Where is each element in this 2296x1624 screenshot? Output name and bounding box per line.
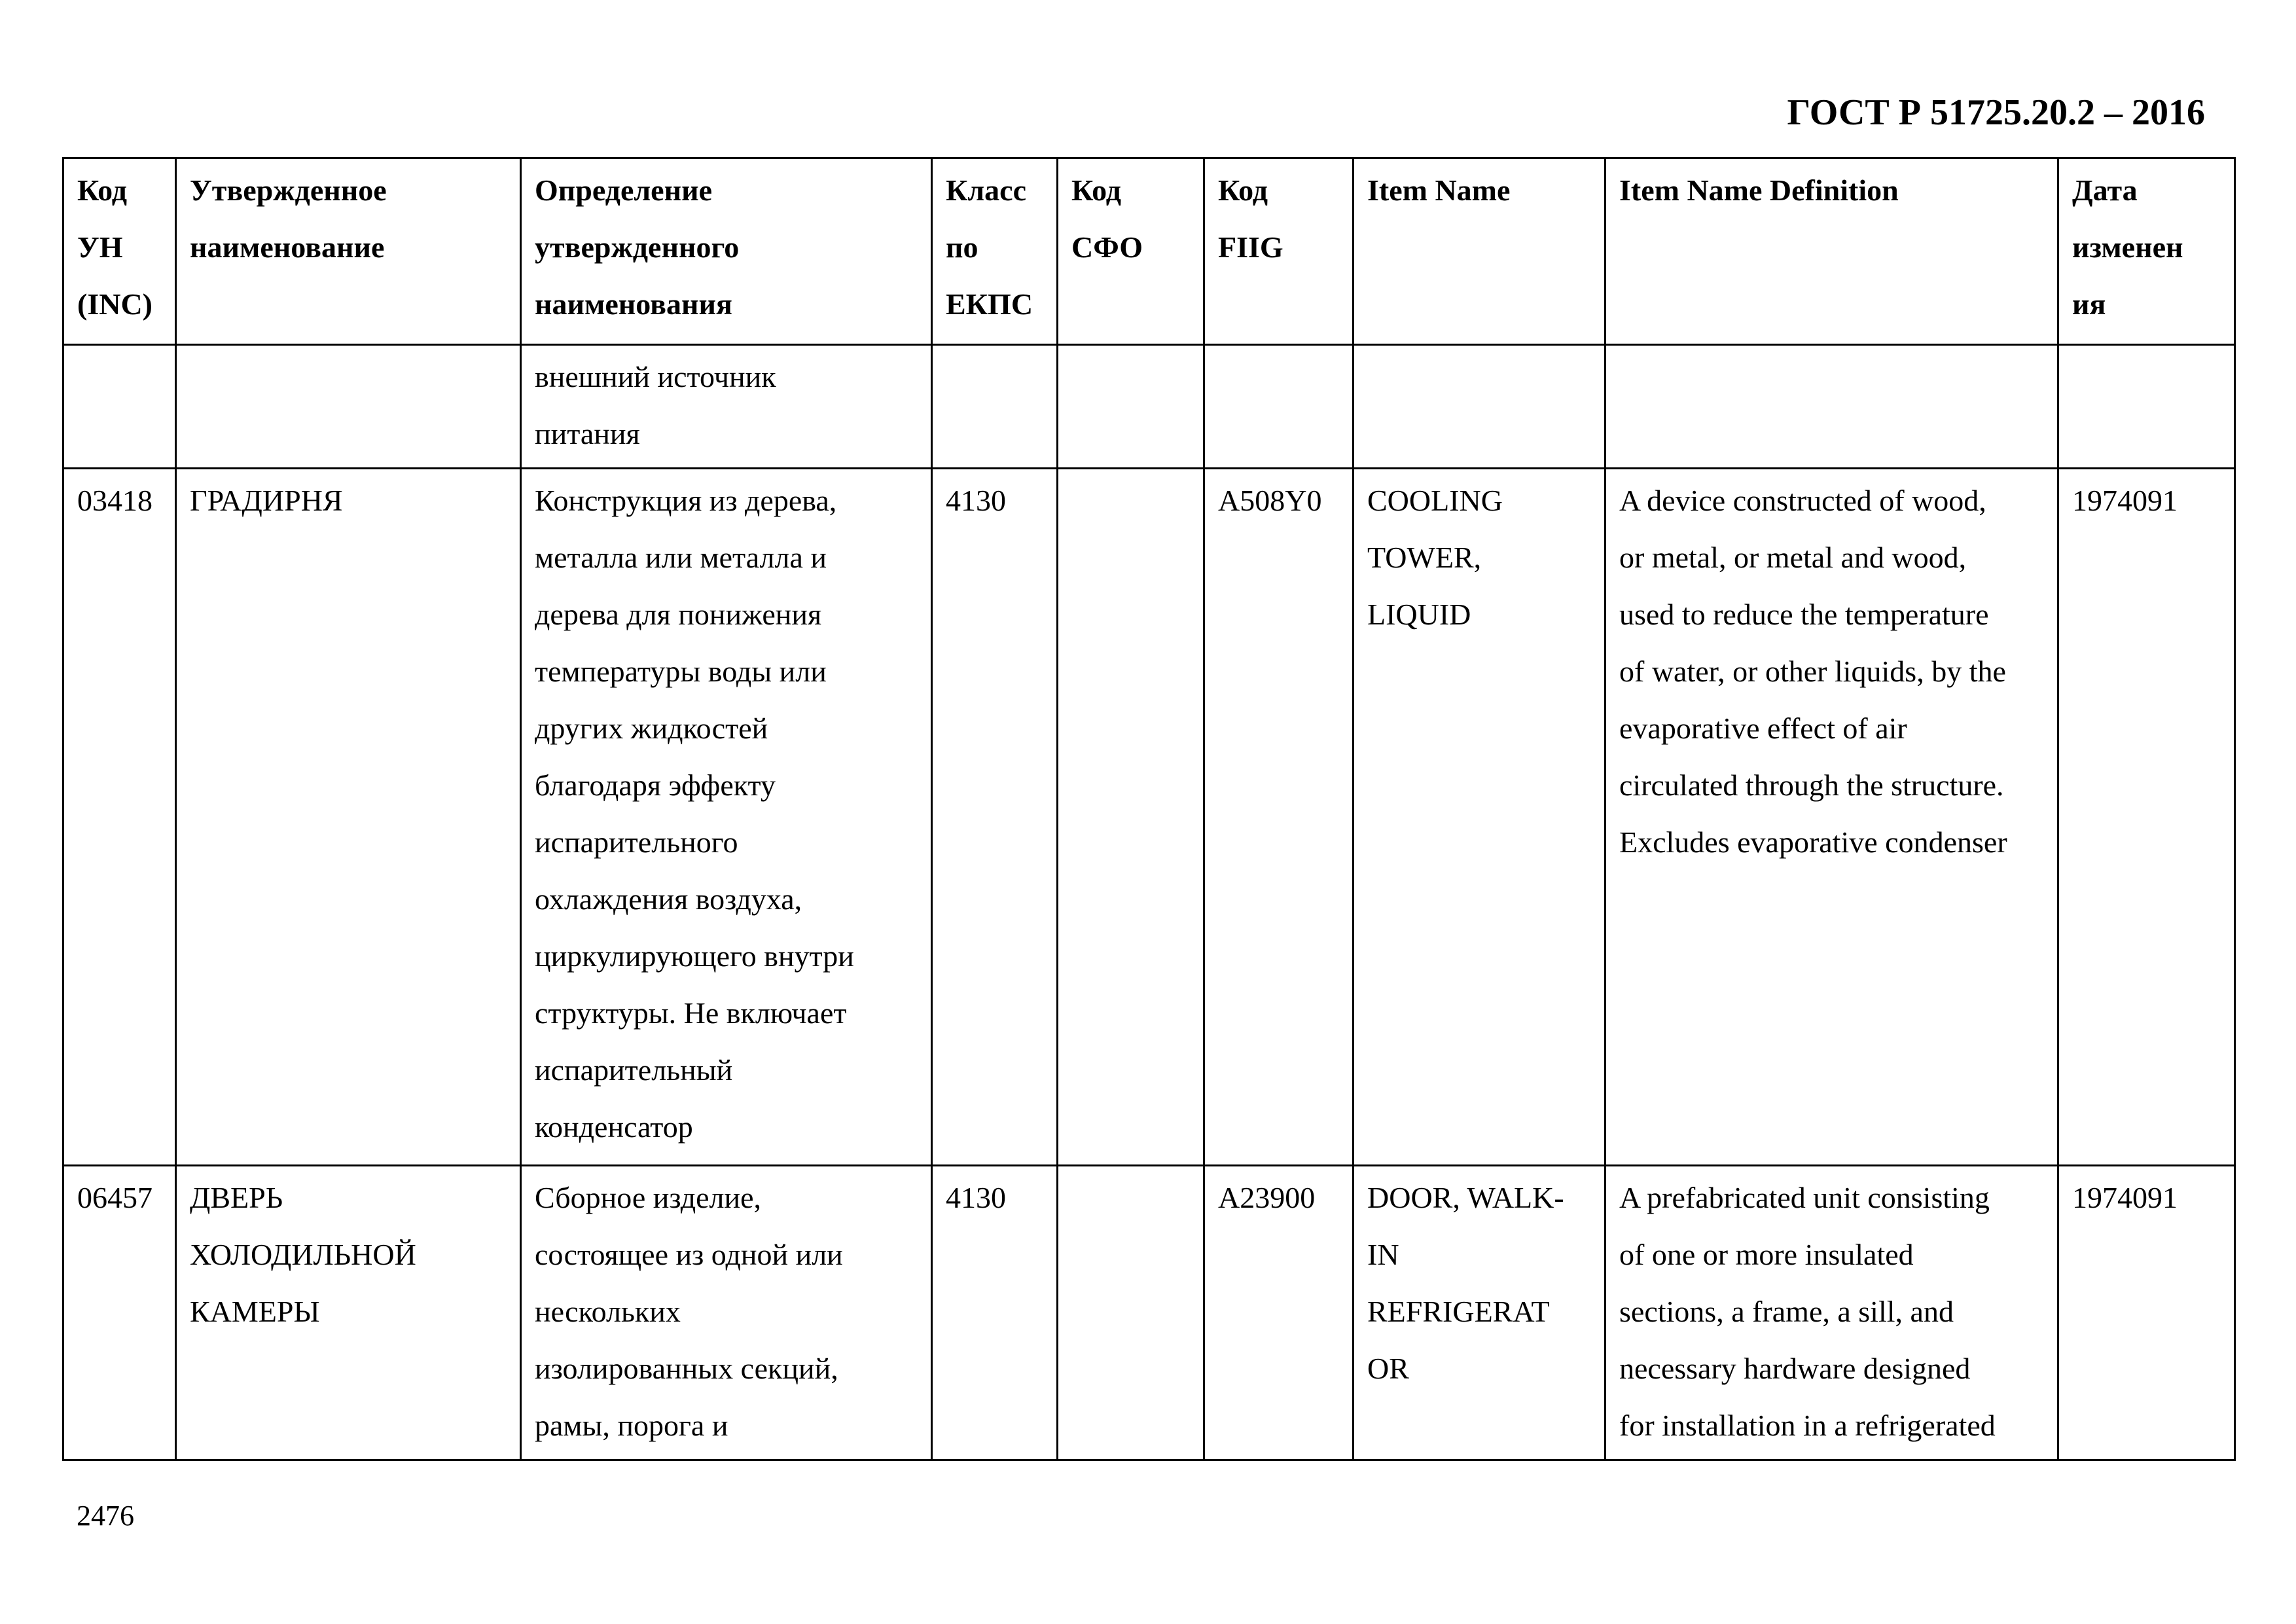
cell-name-definition: Конструкция из дерева, металла или металла и дерева для понижения температуры воды или других жидкостей благодаря эффекту испарительного охлаждения воздуха, циркулирующего внутри структуры. Не включает испарительный конденсатор [521,469,932,1166]
cell-fiig-code: A508Y0 [1204,469,1354,1166]
cell-item-name: COOLING TOWER, LIQUID [1354,469,1605,1166]
cell-item-name-definition: A prefabricated unit consisting of one or more insulated sections, a frame, a sill, and necessary hardware designed for installation in a refrigerated [1605,1166,2058,1460]
cell-sfo-code [1058,469,1204,1166]
cell-inc-code: 03418 [63,469,176,1166]
cell-class [932,345,1058,469]
header-class: Класс по ЕКПС [932,158,1058,345]
cell-approved-name: ГРАДИРНЯ [176,469,521,1166]
header-item-name: Item Name [1354,158,1605,345]
header-fiig-code: Код FIIG [1204,158,1354,345]
cell-class: 4130 [932,469,1058,1166]
cell-change-date: 1974091 [2058,1166,2235,1460]
data-table [62,157,2236,1461]
table-header-row [63,158,2235,345]
cell-change-date [2058,345,2235,469]
cell-item-name-definition [1605,345,2058,469]
header-name-definition: Определение утвержденного наименования [521,158,932,345]
cell-approved-name: ДВЕРЬ ХОЛОДИЛЬНОЙ КАМЕРЫ [176,1166,521,1460]
header-change-date: Дата изменен ия [2058,158,2235,345]
header-item-name-definition: Item Name Definition [1605,158,2058,345]
cell-fiig-code: A23900 [1204,1166,1354,1460]
cell-item-name-definition: A device constructed of wood, or metal, or metal and wood, used to reduce the temperature of water, or other liquids, by the evaporative effect of air circulated through the structure. Excludes evaporative condenser [1605,469,2058,1166]
cell-inc-code [63,345,176,469]
cell-inc-code: 06457 [63,1166,176,1460]
document-header: ГОСТ Р 51725.20.2 – 2016 [1787,92,2205,133]
cell-item-name: DOOR, WALK- IN REFRIGERAT OR [1354,1166,1605,1460]
cell-sfo-code [1058,1166,1204,1460]
table-row [63,1166,2235,1460]
header-sfo-code: Код СФО [1058,158,1204,345]
cell-approved-name [176,345,521,469]
cell-sfo-code [1058,345,1204,469]
table-row [63,345,2235,469]
cell-class: 4130 [932,1166,1058,1460]
cell-name-definition: Сборное изделие, состоящее из одной или нескольких изолированных секций, рамы, порога и [521,1166,932,1460]
cell-change-date: 1974091 [2058,469,2235,1166]
header-approved-name: Утвержденное наименование [176,158,521,345]
cell-fiig-code [1204,345,1354,469]
cell-item-name [1354,345,1605,469]
table-row [63,469,2235,1166]
cell-name-definition: внешний источник питания [521,345,932,469]
header-inc-code: Код УН (INC) [63,158,176,345]
page-number: 2476 [77,1500,134,1532]
